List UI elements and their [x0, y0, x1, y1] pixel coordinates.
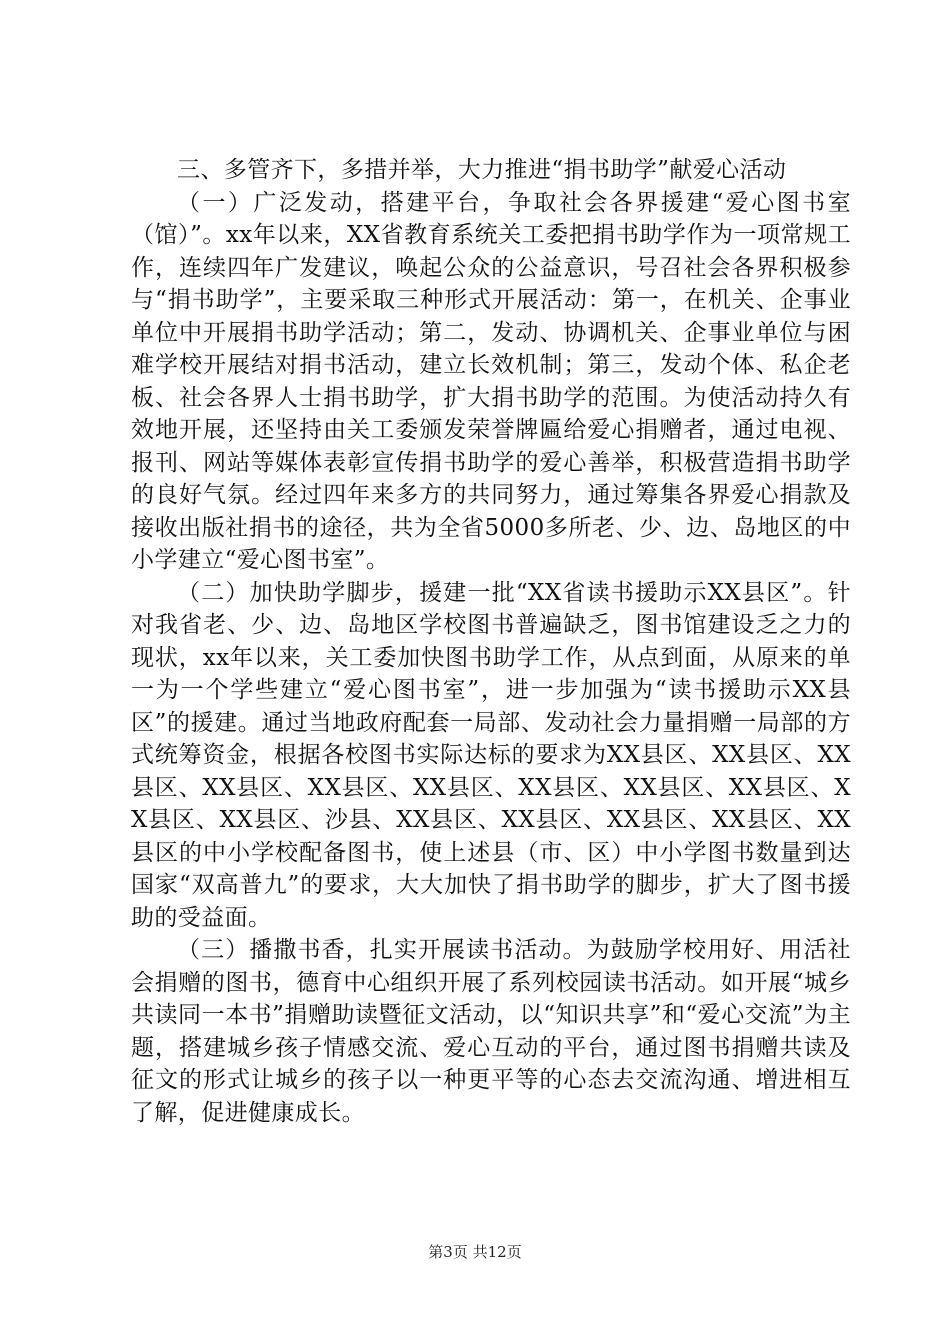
paragraph-3: （三）播撒书香，扎实开展读书活动。为鼓励学校用好、用活社会捐赠的图书，德育中心组织开展了系列校园读书活动。如开展“城乡共读同一本书”捐赠助读暨征文活动，以“知识共享”和“爱心交流”为主题，搭建城乡孩子情感交流、爱心互动的平台，通过图书捐赠共读及征文的形式让城乡的孩子以一种更平等的心态去交流沟通、增进相互了解，促进健康成长。 [131, 937, 851, 1126]
section-heading: 三、多管齐下，多措并举，大力推进“捐书助学”献爱心活动 [177, 157, 787, 183]
paragraph-1: （一）广泛发动，搭建平台，争取社会各界援建“爱心图书室（馆）”。xx年以来，XX省教育系统关工委把捐书助学作为一项常规工作，连续四年广发建议，唤起公众的公益意识，号召社会各界积极参与“捐书助学”，主要采取三种形式开展活动：第一，在机关、企事业单位中开展捐书助学活动；第二，发动、协调机关、企事业单位与困难学校开展结对捐书活动，建立长效机制；第三，发动个体、私企老板、社会各界人士捐书助学，扩大捐书助学的范围。为使活动持久有效地开展，还坚持由关工委颁发荣誉牌匾给爱心捐赠者，通过电视、报刊、网站等媒体表彰宣传捐书助学的爱心善举，积极营造捐书助学的良好气氛。经过四年来多方的共同努力，通过筹集各界爱心捐款及接收出版社捐书的途径，共为全省5000多所老、少、边、岛地区的中小学建立“爱心图书室”。 [131, 189, 851, 573]
page-footer: 第3页 共12页 [428, 1243, 522, 1261]
document-body [131, 154, 851, 1129]
paragraph-2: （二）加快助学脚步，援建一批“XX省读书援助示XX县区”。针对我省老、少、边、岛地区学校图书普遍缺乏，图书馆建设乏之力的现状，xx年以来，关工委加快图书助学工作，从点到面，从原来的单一为一个学些建立“爱心图书室”，进一步加强为“读书援助示XX县区”的援建。通过当地政府配套一局部、发动社会力量捐赠一局部的方式统筹资金，根据各校图书实际达标的要求为XX县区、XX县区、XX县区、XX县区、XX县区、XX县区、XX县区、XX县区、XX县区、XX县区、XX县区、沙县、XX县区、XX县区、XX县区、XX县区、XX县区的中小学校配备图书，使上述县（市、区）中小学图书数量到达国家“双高普九”的要求，大大加快了捐书助学的脚步，扩大了图书援助的受益面。 [131, 579, 851, 931]
